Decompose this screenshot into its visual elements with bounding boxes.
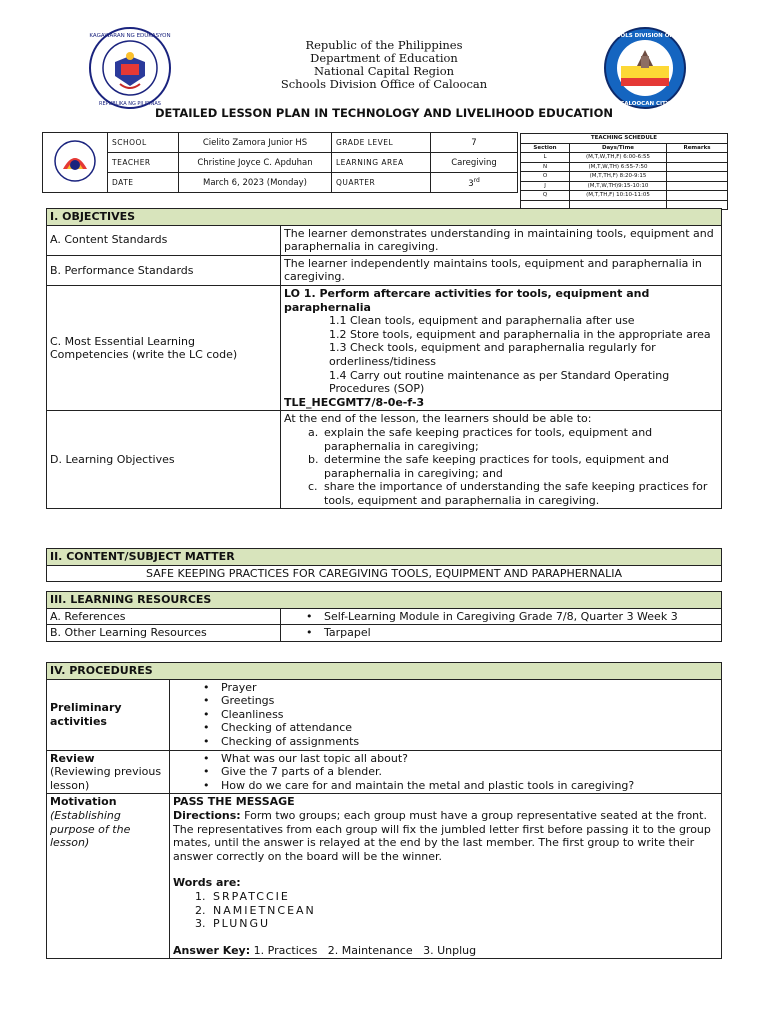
svg-text:SCHOOLS DIVISION OFFICE: SCHOOLS DIVISION OFFICE — [603, 33, 687, 39]
quarter-suffix: rd — [473, 176, 480, 184]
objective-marker: b. — [308, 453, 319, 467]
grade-value: 7 — [431, 133, 518, 153]
answer-key — [173, 944, 718, 958]
melc-item: 1.2 Store tools, equipment and paraphernalia in the appropriate area — [329, 327, 711, 341]
schedule-header-remarks: Remarks — [667, 143, 728, 153]
preliminary-item: • Cleanliness — [221, 708, 718, 722]
header-line-division: Schools Division Office of Caloocan — [280, 77, 488, 91]
header-line-deped: Department of Education — [310, 51, 458, 65]
review-sublabel: (Reviewing previous lesson) — [50, 765, 162, 792]
references-cell — [281, 608, 722, 625]
word-marker: 2. — [195, 903, 206, 917]
learning-objective-item — [308, 453, 718, 480]
learning-objective-item — [308, 425, 718, 453]
preliminary-label: Preliminary activities — [47, 679, 170, 750]
melc-item: 1.4 Carry out routine maintenance as per Standard Operating Procedures (SOP) — [329, 368, 670, 396]
performance-standards-text: The learner independently maintains tools, equipment and paraphernalia in caregiving. — [281, 255, 722, 285]
objectives-table — [46, 208, 722, 509]
motivation-cell — [170, 794, 722, 959]
word-item — [195, 903, 718, 918]
learning-outcome: LO 1. Perform aftercare activities for tools, equipment and paraphernalia — [284, 286, 650, 314]
svg-text:KAGAWARAN NG EDUKASYON: KAGAWARAN NG EDUKASYON — [89, 33, 171, 39]
schedule-remarks — [667, 153, 728, 163]
references-label: A. References — [47, 608, 281, 625]
lesson-info-table — [42, 132, 518, 193]
school-value: Cielito Zamora Junior HS — [179, 133, 332, 153]
svg-text:CALOOCAN CITY: CALOOCAN CITY — [620, 101, 670, 107]
learning-area-label: LEARNING AREA — [332, 153, 431, 173]
directions-body: Form two groups; each group must have a group representative seated at the front. The representatives from each group will fix the jumbled letter first before passing it to the group mates, until the answer is relayed at the end by the last member. The first group to write their answer correctly on the board will be the winner. — [173, 808, 711, 863]
reference-item: • Self-Learning Module in Caregiving Grade 7/8, Quarter 3 Week 3 — [324, 610, 718, 624]
grade-label: GRADE LEVEL — [332, 133, 431, 153]
teacher-value: Christine Joyce C. Apduhan — [179, 153, 332, 173]
content-table — [46, 548, 722, 582]
schedule-row — [521, 181, 728, 191]
preliminary-item: • Greetings — [221, 694, 718, 708]
word-item — [195, 917, 718, 931]
schedule-row — [521, 162, 728, 172]
objectives-heading: I. OBJECTIVES — [47, 209, 722, 226]
content-heading: II. CONTENT/SUBJECT MATTER — [47, 549, 722, 566]
answer-key-label: Answer Key: — [173, 943, 251, 957]
motivation-label: Motivation — [50, 795, 117, 809]
quarter-number: 3 — [468, 178, 474, 189]
other-resources-label: B. Other Learning Resources — [47, 625, 281, 642]
learning-objective-item — [308, 480, 718, 507]
objective-text: share the importance of understanding the safe keeping practices for tools, equipment and paraphernalia in caregiving. — [324, 480, 708, 507]
learning-objectives-cell — [281, 411, 722, 509]
review-item: • How do we care for and maintain the metal and plastic tools in caregiving? — [221, 779, 718, 793]
resources-heading: III. LEARNING RESOURCES — [47, 592, 722, 609]
school-logo-cell — [43, 133, 108, 193]
header-line-region: National Capital Region — [313, 64, 455, 78]
objective-marker: c. — [308, 480, 318, 494]
schedule-header-days: Days/Time — [570, 143, 667, 153]
preliminary-item: • Checking of attendance — [221, 721, 718, 735]
schedule-title: TEACHING SCHEDULE — [521, 134, 728, 144]
word-marker: 3. — [195, 917, 206, 931]
quarter-label: QUARTER — [332, 173, 431, 193]
performance-standards-label: B. Performance Standards — [47, 255, 281, 285]
preliminary-cell — [170, 679, 722, 750]
review-label-cell — [47, 750, 170, 794]
learning-area-value: Caregiving — [431, 153, 518, 173]
schedule-remarks — [667, 181, 728, 191]
schedule-remarks — [667, 191, 728, 201]
word-text: NAMIETNCEAN — [213, 903, 316, 917]
word-item — [195, 889, 718, 904]
objective-text: determine the safe keeping practices for tools, equipment and paraphernalia in caregiving; and — [324, 453, 669, 480]
date-label: DATE — [108, 173, 179, 193]
schedule-remarks — [667, 162, 728, 172]
melc-item: 1.1 Clean tools, equipment and paraphernalia after use — [329, 314, 635, 328]
review-item: • What was our last topic all about? — [221, 752, 718, 766]
schedule-remarks — [667, 172, 728, 182]
header-line-republic: Republic of the Philippines — [305, 38, 463, 52]
motivation-label-cell — [47, 794, 170, 959]
schedule-section: O — [521, 172, 570, 182]
content-standards-text: The learner demonstrates understanding in maintaining tools, equipment and paraphernalia in caregiving. — [281, 225, 722, 255]
schedule-row — [521, 191, 728, 201]
motivation-sublabel: (Establishing purpose of the lesson) — [50, 808, 131, 850]
word-text: PLUNGU — [213, 917, 271, 931]
schedule-time: (M,T,W,TH) 6:55-7:50 — [570, 162, 667, 172]
svg-text:REPUBLIKA NG PILIPINAS: REPUBLIKA NG PILIPINAS — [99, 101, 161, 107]
schedule-section: L — [521, 153, 570, 163]
content-standards-label: A. Content Standards — [47, 225, 281, 255]
schedule-time: (M,T,W,TH)9:15-10:10 — [570, 181, 667, 191]
directions-label: Directions: — [173, 808, 241, 822]
review-item: • Give the 7 parts of a blender. — [221, 765, 718, 779]
schedule-time: (M,T,W,TH,F) 6:00-6:55 — [570, 153, 667, 163]
schedule-row — [521, 153, 728, 163]
date-value: March 6, 2023 (Monday) — [179, 173, 332, 193]
schedule-header-section: Section — [521, 143, 570, 153]
schedule-section: Q — [521, 191, 570, 201]
activity-title: PASS THE MESSAGE — [173, 795, 295, 809]
teacher-label: TEACHER — [108, 153, 179, 173]
school-logo — [53, 139, 97, 183]
quarter-value — [431, 173, 518, 193]
word-text: SRPATCCIE — [213, 889, 290, 903]
directions-text — [173, 809, 718, 863]
learning-objectives-intro: At the end of the lesson, the learners should be able to: — [284, 412, 592, 426]
learning-objectives-label: D. Learning Objectives — [47, 411, 281, 509]
answer-key-text: 1. Practices 2. Maintenance 3. Unplug — [250, 943, 477, 957]
schedule-time: (M,T,TH,F) 8:20-9:15 — [570, 172, 667, 182]
melc-cell — [281, 285, 722, 410]
document-title: DETAILED LESSON PLAN IN TECHNOLOGY AND LIVELIHOOD EDUCATION — [155, 106, 613, 120]
preliminary-item: • Checking of assignments — [221, 735, 718, 749]
resources-table — [46, 591, 722, 642]
school-label: SCHOOL — [108, 133, 179, 153]
teaching-schedule-table — [520, 133, 728, 210]
schedule-section: J — [521, 181, 570, 191]
other-resource-item: • Tarpapel — [324, 626, 718, 640]
lc-code: TLE_HECGMT7/8-0e-f-3 — [284, 395, 425, 409]
words-label: Words are: — [173, 876, 241, 890]
review-cell — [170, 750, 722, 794]
melc-label: C. Most Essential Learning Competencies (write the LC code) — [47, 285, 281, 410]
schedule-row — [521, 172, 728, 182]
subject-matter: SAFE KEEPING PRACTICES FOR CAREGIVING TOOLS, EQUIPMENT AND PARAPHERNALIA — [47, 565, 722, 582]
schedule-section: N — [521, 162, 570, 172]
objective-marker: a. — [308, 425, 319, 439]
objective-text: explain the safe keeping practices for tools, equipment and paraphernalia in caregiving; — [324, 425, 653, 453]
word-marker: 1. — [195, 889, 206, 903]
procedures-table — [46, 662, 722, 959]
other-resources-cell — [281, 625, 722, 642]
review-label: Review — [50, 751, 95, 765]
procedures-heading: IV. PROCEDURES — [47, 663, 722, 680]
melc-item: 1.3 Check tools, equipment and paraphernalia regularly for orderliness/tidiness — [329, 341, 656, 368]
preliminary-item: • Prayer — [221, 681, 718, 695]
schedule-time: (M,T,TH,F) 10:10-11:05 — [570, 191, 667, 201]
